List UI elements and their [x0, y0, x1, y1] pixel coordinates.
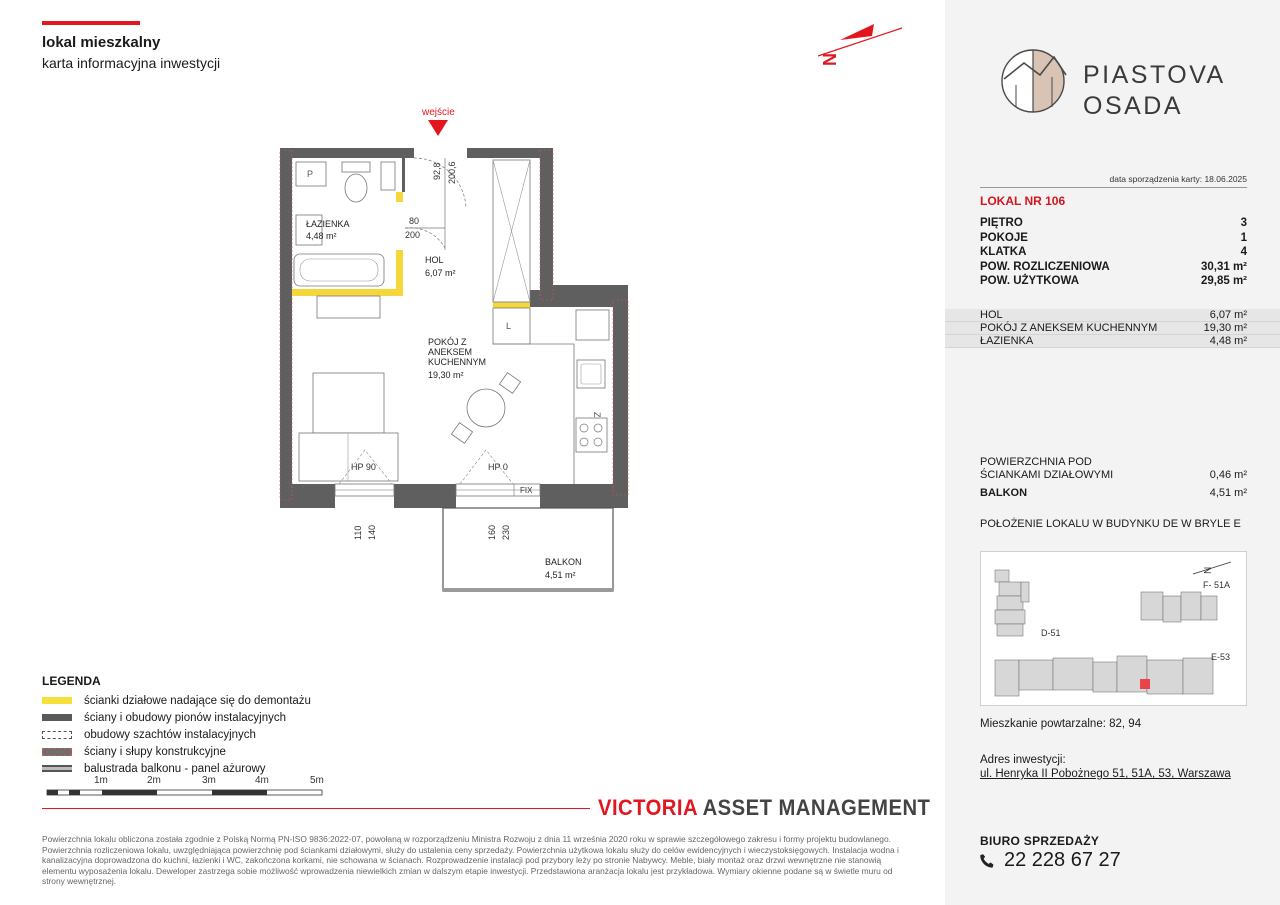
- detail-row: [980, 260, 1247, 275]
- page-subtitle: karta informacyjna inwestycji: [42, 55, 221, 71]
- piastova-logo-icon: [1000, 45, 1072, 125]
- fridge-label: L: [506, 321, 512, 331]
- detail-label: KLATKA: [980, 246, 1027, 258]
- room-label-bathroom: ŁAZIENKA: [306, 219, 350, 229]
- window-fix-label: FIX: [520, 486, 533, 495]
- unit-number: LOKAL NR 106: [980, 194, 1066, 208]
- svg-text:N: N: [820, 53, 840, 66]
- room-label-living: POKÓJ Z: [428, 337, 467, 347]
- legal-footnote: Powierzchnia lokalu obliczona została zgodnie z Polską Normą PN-ISO 9836:2022-07, powołaną w rozporządzeniu Ministra Rozwoju z dnia 11 września 2020 roku w sprawie szczegółowego zakresu i formy projektu budowlanego. Powierzchnia rozliczeniowa lokalu, uwzględniająca powierzchnię pod ściankami działowymi, służy do ustalenia ceny sprzedaży. Powierzchnia użytkowa lokalu służy do celów ewidencyjnych i wieczystoksięgowych. Instalacja wodna i kanalizacyjna doprowadzona do kuchni, łazienki i WC, zakończona korkami, nie schowana w ścianach. Rozprowadzenie instalacji pod przybory leży po stronie Nabywcy. Meble, biały montaż oraz drzwi wewnętrzne nie stanowią elementu wyposażenia lokalu. Deweloper zastrzega sobie możliwość wprowadzenia niewielkich zmian w dalszym etapie inwestycji. Przedstawiona aranżacja lokalu jest przykładowa. Wymiary okienne podane są w świetle muru od strony wewnętrznej.: [42, 834, 899, 886]
- sales-office-label: BIURO SPRZEDAŻY: [980, 834, 1100, 848]
- investment-address: [980, 753, 1231, 781]
- legend-swatch: [42, 748, 72, 756]
- unit-details: [980, 216, 1247, 289]
- partition-area: [980, 456, 1247, 482]
- page-title: lokal mieszkalny: [42, 34, 161, 51]
- legend-title: LEGENDA: [42, 674, 101, 688]
- dim-label: 110: [353, 525, 363, 540]
- logo-line: PIASTOVA: [1083, 61, 1226, 89]
- dim-label: 200: [405, 230, 421, 240]
- scale-label: 1m: [94, 775, 108, 786]
- room-value: 19,30 m²: [1203, 322, 1247, 334]
- dim-label: 80: [409, 216, 420, 226]
- room-label-hol: HOL: [425, 255, 444, 265]
- sales-phone[interactable]: [978, 849, 1121, 872]
- partition-area-value: 0,46 m²: [1209, 469, 1247, 481]
- detail-value: 30,31 m²: [1200, 260, 1247, 273]
- legend-item: [42, 743, 311, 760]
- divider: [980, 187, 1247, 188]
- north-arrow-icon: [812, 20, 907, 70]
- legend-item: [42, 709, 311, 726]
- scale-label: 3m: [202, 775, 216, 786]
- map-label: F- 51A: [1203, 580, 1231, 590]
- location-heading: POŁOŻENIE LOKALU W BUDYNKU DE W BRYLE E: [980, 518, 1241, 530]
- detail-row: [980, 245, 1247, 260]
- dim-label: 160: [487, 524, 497, 540]
- scale-label: 4m: [255, 775, 269, 786]
- room-value: 4,48 m²: [1209, 335, 1247, 347]
- entrance-label: wejście: [422, 107, 455, 118]
- map-label: E-53: [1211, 652, 1231, 662]
- legend: [42, 674, 311, 777]
- legend-swatch: [42, 714, 72, 721]
- phone-icon: [978, 851, 996, 871]
- logo-line: OSADA: [1083, 92, 1184, 120]
- scale-bar: [42, 772, 332, 800]
- detail-value: 29,85 m²: [1200, 275, 1247, 287]
- detail-row: [980, 216, 1247, 231]
- room-label: POKÓJ Z ANEKSEM KUCHENNYM: [980, 322, 1158, 334]
- scale-label: 5m: [310, 775, 324, 786]
- map-label: D-51: [1041, 628, 1061, 638]
- room-area-balcony: 4,51 m²: [545, 570, 576, 580]
- address-label: Adres inwestycji:: [980, 754, 1066, 766]
- phone-number[interactable]: 22 228 67 27: [1004, 849, 1121, 871]
- room-value: 6,07 m²: [1209, 309, 1247, 321]
- room-label-living: ANEKSEM: [428, 347, 473, 357]
- partition-area-label: POWIERZCHNIA POD: [980, 456, 1092, 468]
- legend-item: [42, 692, 311, 709]
- legend-label: ścianki działowe nadające się do demontażu: [84, 694, 311, 707]
- room-label-balcony: BALKON: [545, 557, 582, 567]
- repeat-units: Mieszkanie powtarzalne: 82, 94: [980, 718, 1142, 730]
- brand-divider: [42, 808, 590, 809]
- washer-label: P: [307, 169, 314, 179]
- room-label: ŁAZIENKA: [980, 335, 1034, 347]
- room-area-bathroom: 4,48 m²: [306, 231, 337, 241]
- detail-label: POW. ROZLICZENIOWA: [980, 260, 1110, 273]
- detail-label: PIĘTRO: [980, 217, 1023, 229]
- window-label: HP 90: [351, 462, 376, 472]
- legend-item: [42, 726, 311, 743]
- brand-suffix: ASSET MANAGEMENT: [702, 795, 931, 820]
- address-value[interactable]: ul. Henryka II Pobożnego 51, 51A, 53, Warszawa: [980, 768, 1231, 780]
- site-plan: [981, 552, 1246, 705]
- partition-area-label: ŚCIANKAMI DZIAŁOWYMI: [980, 469, 1114, 481]
- legend-swatch: [42, 697, 72, 704]
- room-label-living: KUCHENNYM: [428, 357, 487, 367]
- scale-label: 2m: [147, 775, 161, 786]
- room-label: HOL: [980, 309, 1003, 321]
- floor-plan: [270, 95, 630, 605]
- balcony-area: [980, 487, 1247, 499]
- room-row: [945, 322, 1280, 335]
- detail-label: POW. UŻYTKOWA: [980, 275, 1080, 287]
- legend-label: balustrada balkonu - panel ażurowy: [84, 762, 266, 775]
- room-list: [945, 309, 1280, 348]
- detail-row: [980, 231, 1247, 246]
- map-north-icon: N: [1203, 566, 1214, 574]
- legend-label: ściany i obudowy pionów instalacyjnych: [84, 711, 286, 724]
- header-accent-bar: [42, 21, 140, 25]
- card-date: data sporządzenia karty: 18.06.2025: [1109, 174, 1247, 184]
- room-area-hol: 6,07 m²: [425, 268, 456, 278]
- dim-label: 200,6: [447, 161, 457, 184]
- room-row: [945, 309, 1280, 322]
- balcony-label: BALKON: [980, 487, 1028, 499]
- detail-value: 3: [1240, 217, 1247, 229]
- balcony-value: 4,51 m²: [1209, 487, 1247, 499]
- room-row: [945, 335, 1280, 348]
- legend-swatch: [42, 765, 72, 772]
- window-label: HP 0: [488, 462, 508, 472]
- detail-value: 1: [1240, 231, 1247, 244]
- legend-swatch: [42, 731, 72, 739]
- legend-label: ściany i słupy konstrukcyjne: [84, 745, 226, 758]
- dim-label: 92,8: [432, 162, 442, 180]
- detail-value: 4: [1240, 246, 1247, 258]
- room-area-living: 19,30 m²: [428, 370, 464, 380]
- developer-brand: [598, 795, 930, 821]
- legend-label: obudowy szachtów instalacyjnych: [84, 728, 256, 741]
- logo-wordmark: [1083, 60, 1226, 122]
- dim-label: 230: [501, 524, 511, 540]
- dim-label: 140: [367, 524, 377, 540]
- detail-row: [980, 274, 1247, 289]
- building-location-map: [980, 551, 1247, 706]
- brand-name: VICTORIA: [598, 795, 698, 820]
- detail-label: POKOJE: [980, 231, 1028, 244]
